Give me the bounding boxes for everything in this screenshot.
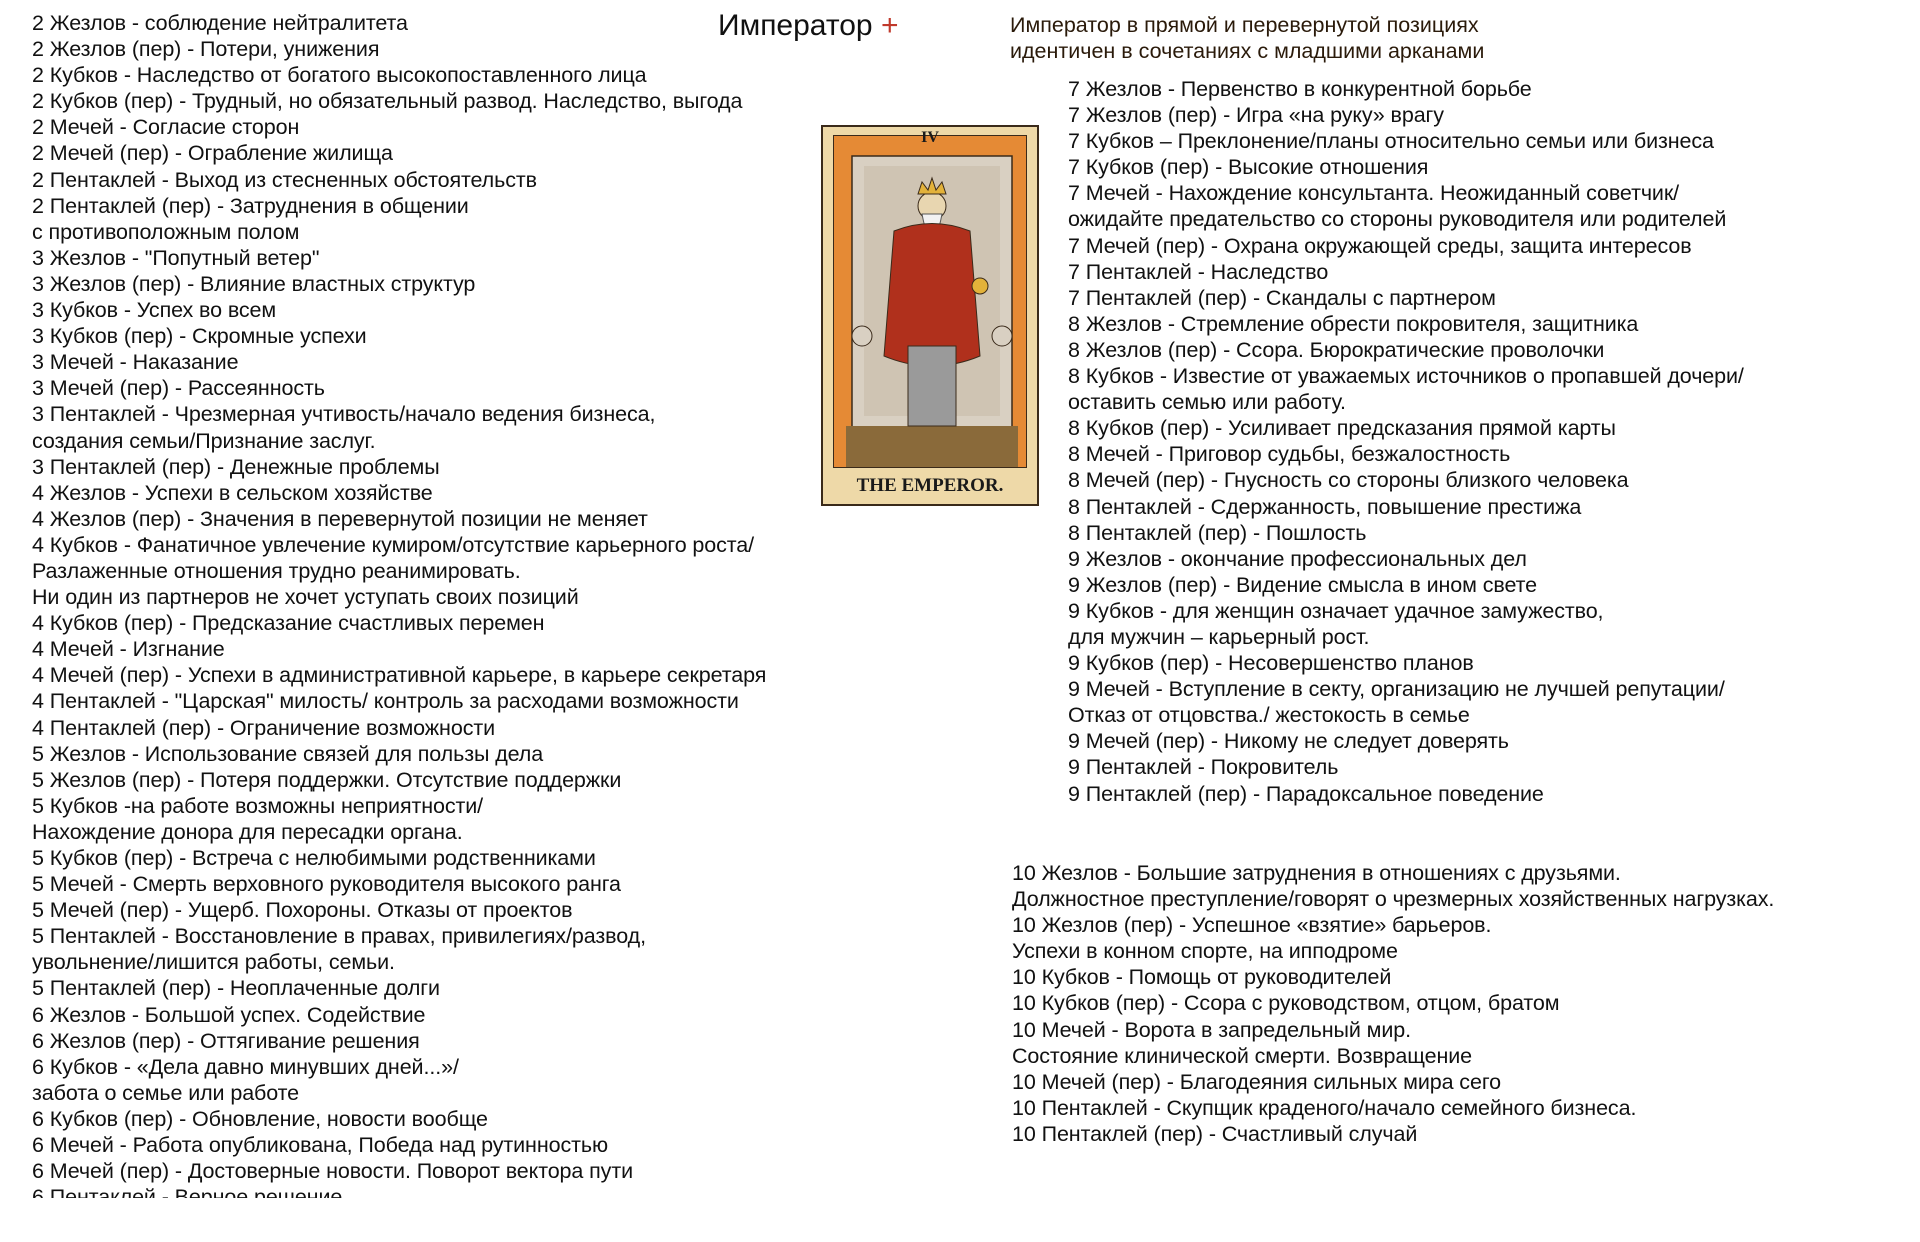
combination-line: 3 Мечей - Наказание bbox=[32, 350, 239, 375]
combination-line: 9 Кубков (пер) - Несовершенство планов bbox=[1068, 651, 1474, 676]
combination-line: 6 Мечей - Работа опубликована, Победа над рутинностью bbox=[32, 1133, 608, 1158]
combination-line: 8 Мечей - Приговор судьбы, безжалостность bbox=[1068, 442, 1511, 467]
combination-line: ожидайте предательство со стороны руководителя или родителей bbox=[1068, 207, 1727, 232]
combination-line: с противоположным полом bbox=[32, 219, 300, 244]
combination-line: 4 Пентаклей (пер) - Ограничение возможности bbox=[32, 715, 495, 740]
combination-line: 6 Кубков - «Дела давно минувших дней...»/ bbox=[32, 1054, 459, 1079]
combination-line: 9 Мечей - Вступление в секту, организацию не лучшей репутации/ bbox=[1068, 677, 1725, 702]
combination-line: 8 Пентаклей - Сдержанность, повышение престижа bbox=[1068, 494, 1582, 519]
combination-line: 9 Пентаклей - Покровитель bbox=[1068, 755, 1339, 780]
combination-line: для мужчин – карьерный рост. bbox=[1068, 624, 1370, 649]
combination-line: 5 Пентаклей - Восстановление в правах, привилегиях/развод, bbox=[32, 924, 646, 949]
combination-line: 10 Кубков - Помощь от руководителей bbox=[1012, 965, 1392, 990]
card-label: THE EMPEROR. bbox=[856, 475, 1004, 496]
combination-line: 7 Пентаклей - Наследство bbox=[1068, 259, 1329, 284]
combination-line: 2 Пентаклей (пер) - Затруднения в общении bbox=[32, 193, 469, 218]
combination-line: 9 Мечей (пер) - Никому не следует доверять bbox=[1068, 729, 1509, 754]
combination-line: 8 Кубков - Известие от уважаемых источников о пропавшей дочери/ bbox=[1068, 364, 1744, 389]
combination-line: Успехи в конном спорте, на ипподроме bbox=[1012, 939, 1398, 964]
combination-line: 6 Жезлов (пер) - Оттягивание решения bbox=[32, 1028, 420, 1053]
combination-line: 8 Кубков (пер) - Усиливает предсказания прямой карты bbox=[1068, 416, 1616, 441]
combination-line: Состояние клинической смерти. Возвращение bbox=[1012, 1043, 1473, 1068]
combination-line: 3 Мечей (пер) - Рассеянность bbox=[32, 376, 325, 401]
combination-line: 4 Пентаклей - "Царская" милость/ контроль за расходами возможности bbox=[32, 689, 739, 714]
combination-line: 4 Жезлов - Успехи в сельском хозяйстве bbox=[32, 480, 433, 505]
combination-line: 2 Жезлов (пер) - Потери, унижения bbox=[32, 37, 380, 62]
combination-line: 10 Жезлов (пер) - Успешное «взятие» барьеров. bbox=[1012, 913, 1492, 938]
combination-line: 5 Мечей (пер) - Ущерб. Похороны. Отказы от проектов bbox=[32, 898, 573, 923]
combination-line: 3 Жезлов - "Попутный ветер" bbox=[32, 245, 320, 270]
combination-line: 5 Пентаклей (пер) - Неоплаченные долги bbox=[32, 976, 440, 1001]
combination-line: 7 Мечей (пер) - Охрана окружающей среды, защита интересов bbox=[1068, 233, 1692, 258]
combination-line: 5 Жезлов - Использование связей для пользы дела bbox=[32, 741, 544, 766]
combination-line: 6 Кубков (пер) - Обновление, новости вообще bbox=[32, 1106, 488, 1131]
combination-line: 7 Кубков – Преклонение/планы относительно семьи или бизнеса bbox=[1068, 129, 1714, 154]
combination-line: 4 Кубков (пер) - Предсказание счастливых перемен bbox=[32, 611, 545, 636]
combination-line: 2 Кубков (пер) - Трудный, но обязательный развод. Наследство, выгода bbox=[32, 89, 743, 114]
combination-line: Разлаженные отношения трудно реанимировать. bbox=[32, 558, 521, 583]
left-column bbox=[32, 10, 766, 1236]
right-column bbox=[1068, 76, 1744, 807]
combination-line: 7 Жезлов (пер) - Игра «на руку» врагу bbox=[1068, 103, 1444, 128]
combination-line: 3 Кубков (пер) - Скромные успехи bbox=[32, 324, 367, 349]
combination-line: 3 Жезлов (пер) - Влияние властных структур bbox=[32, 271, 476, 296]
combination-line: 8 Пентаклей (пер) - Пошлость bbox=[1068, 520, 1367, 545]
combination-line: 7 Кубков (пер) - Высокие отношения bbox=[1068, 155, 1429, 180]
combination-line: 10 Пентаклей (пер) - Счастливый случай bbox=[1012, 1121, 1418, 1146]
combination-line: Ни один из партнеров не хочет уступать своих позиций bbox=[32, 585, 579, 610]
header-line: Император в прямой и перевернутой позициях bbox=[1010, 13, 1479, 37]
combination-line: 9 Жезлов (пер) - Видение смысла в ином свете bbox=[1068, 572, 1537, 597]
combination-line: забота о семье или работе bbox=[32, 1080, 300, 1105]
combination-line: 8 Жезлов (пер) - Ссора. Бюрократические проволочки bbox=[1068, 337, 1605, 362]
combination-line: 10 Мечей (пер) - Благодеяния сильных мира сего bbox=[1012, 1069, 1501, 1094]
card-artwork bbox=[833, 135, 1027, 468]
bottom-margin bbox=[0, 1198, 1920, 1242]
combination-line: 4 Жезлов (пер) - Значения в перевернутой позиции не меняет bbox=[32, 506, 648, 531]
combination-line: Отказ от отцовства./ жестокость в семье bbox=[1068, 703, 1470, 728]
combination-line: 3 Пентаклей (пер) - Денежные проблемы bbox=[32, 454, 440, 479]
combination-line: Нахождение донора для пересадки органа. bbox=[32, 819, 463, 844]
combination-line: оставить семью или работу. bbox=[1068, 390, 1346, 415]
card-numeral: IV bbox=[921, 129, 939, 146]
combination-line: 8 Мечей (пер) - Гнусность со стороны близкого человека bbox=[1068, 468, 1629, 493]
combination-line: 6 Жезлов - Большой успех. Содействие bbox=[32, 1002, 426, 1027]
combination-line: создания семьи/Признание заслуг. bbox=[32, 428, 376, 453]
combination-line: 10 Мечей - Ворота в запредельный мир. bbox=[1012, 1017, 1411, 1042]
combination-line: 2 Кубков - Наследство от богатого высокопоставленного лица bbox=[32, 63, 647, 88]
title-text: Император bbox=[718, 9, 873, 42]
combination-line: 2 Жезлов - соблюдение нейтралитета bbox=[32, 11, 408, 35]
combination-line: 3 Кубков - Успех во всем bbox=[32, 298, 277, 323]
combination-line: 3 Пентаклей - Чрезмерная учтивость/начало ведения бизнеса, bbox=[32, 402, 656, 427]
combination-line: 2 Мечей (пер) - Ограбление жилища bbox=[32, 141, 393, 166]
combination-line: 8 Жезлов - Стремление обрести покровителя, защитника bbox=[1068, 311, 1639, 336]
combination-line: 10 Жезлов - Большие затруднения в отношениях с друзьями. bbox=[1012, 861, 1621, 885]
combination-line: 4 Мечей - Изгнание bbox=[32, 637, 225, 662]
combination-line: 5 Кубков -на работе возможны неприятности/ bbox=[32, 793, 484, 818]
combination-line: 9 Кубков - для женщин означает удачное замужество, bbox=[1068, 598, 1604, 623]
combination-line: 10 Кубков (пер) - Ссора с руководством, отцом, братом bbox=[1012, 991, 1560, 1016]
combination-line: 5 Мечей - Смерть верховного руководителя высокого ранга bbox=[32, 872, 621, 897]
header-line: идентичен в сочетаниях с младшими арканами bbox=[1010, 39, 1485, 63]
combination-line: 10 Пентаклей - Скупщик краденого/начало семейного бизнеса. bbox=[1012, 1095, 1637, 1120]
combination-line: 4 Мечей (пер) - Успехи в административной карьере, в карьере секретаря bbox=[32, 663, 767, 688]
combination-line: увольнение/лишится работы, семьи. bbox=[32, 950, 395, 975]
combination-line: 9 Пентаклей (пер) - Парадоксальное поведение bbox=[1068, 781, 1544, 806]
combination-line: 9 Жезлов - окончание профессиональных дел bbox=[1068, 546, 1527, 571]
combination-line: 2 Пентаклей - Выход из стесненных обстоятельств bbox=[32, 167, 537, 192]
combination-line: 7 Мечей - Нахождение консультанта. Неожиданный советчик/ bbox=[1068, 181, 1680, 206]
emperor-figure-icon bbox=[834, 136, 1027, 468]
combination-line: 6 Мечей (пер) - Достоверные новости. Поворот вектора пути bbox=[32, 1159, 633, 1184]
emperor-card-image bbox=[821, 125, 1039, 506]
title-plus: + bbox=[880, 9, 899, 42]
right-column-tens bbox=[1012, 860, 1774, 1147]
combination-line: 7 Пентаклей (пер) - Скандалы с партнером bbox=[1068, 285, 1496, 310]
combination-line: 7 Жезлов - Первенство в конкурентной борьбе bbox=[1068, 77, 1532, 101]
header-note bbox=[1010, 12, 1484, 64]
combination-line: 4 Кубков - Фанатичное увлечение кумиром/отсутствие карьерного роста/ bbox=[32, 532, 755, 557]
combination-line: 5 Кубков (пер) - Встреча с нелюбимыми родственниками bbox=[32, 846, 596, 870]
combination-line: 2 Мечей - Согласие сторон bbox=[32, 115, 300, 140]
combination-line: 5 Жезлов (пер) - Потеря поддержки. Отсутствие поддержки bbox=[32, 767, 622, 792]
combination-line: Должностное преступление/говорят о чрезмерных хозяйственных нагрузках. bbox=[1012, 887, 1775, 912]
